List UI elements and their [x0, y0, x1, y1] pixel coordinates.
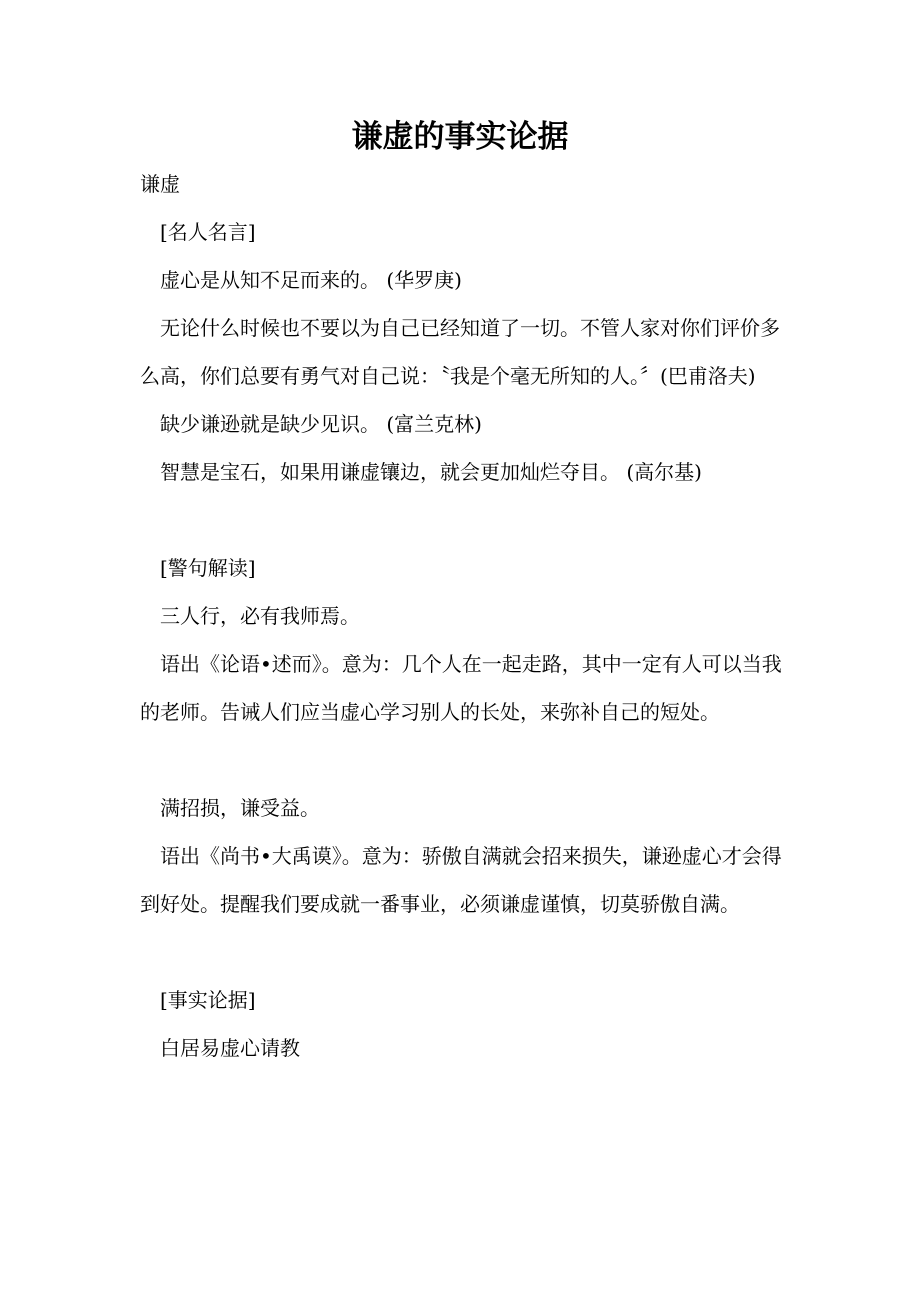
quote-paragraph: 无论什么时候也不要以为自己已经知道了一切。不管人家对你们评价多么高，你们总要有勇气对自己说：〝我是个毫无所知的人。〞(巴甫洛夫) — [140, 316, 780, 388]
saying-paragraph: 满招损，谦受益。 — [160, 796, 320, 820]
facts-heading: [事实论据] — [160, 988, 256, 1012]
subject-line: 谦虚 — [140, 172, 180, 196]
quote-paragraph: 虚心是从知不足而来的。 (华罗庚) — [160, 268, 462, 292]
document-body — [140, 160, 782, 1072]
quote-paragraph: 缺少谦逊就是缺少见识。 (富兰克林) — [160, 412, 482, 436]
paragraph-spacer — [140, 928, 782, 976]
fact-title: 白居易虚心请教 — [160, 1036, 300, 1060]
quote-paragraph: 智慧是宝石，如果用谦虚镶边，就会更加灿烂夺目。 (高尔基) — [160, 460, 702, 484]
paragraph-spacer — [140, 496, 782, 544]
quotes-heading: [名人名言] — [160, 220, 256, 244]
explanation-paragraph: 语出《论语•述而》。意为：几个人在一起走路，其中一定有人可以当我的老师。告诫人们应当虚心学习别人的长处，来弥补自己的短处。 — [140, 652, 782, 724]
explanation-paragraph: 语出《尚书•大禹谟》。意为：骄傲自满就会招来损失，谦逊虚心才会得到好处。提醒我们要成就一番事业，必须谦虚谨慎，切莫骄傲自满。 — [140, 844, 782, 916]
interpretation-heading: [警句解读] — [160, 556, 256, 580]
paragraph-spacer — [140, 736, 782, 784]
document-title: 谦虚的事实论据 — [351, 119, 569, 155]
saying-paragraph: 三人行，必有我师焉。 — [160, 604, 360, 628]
